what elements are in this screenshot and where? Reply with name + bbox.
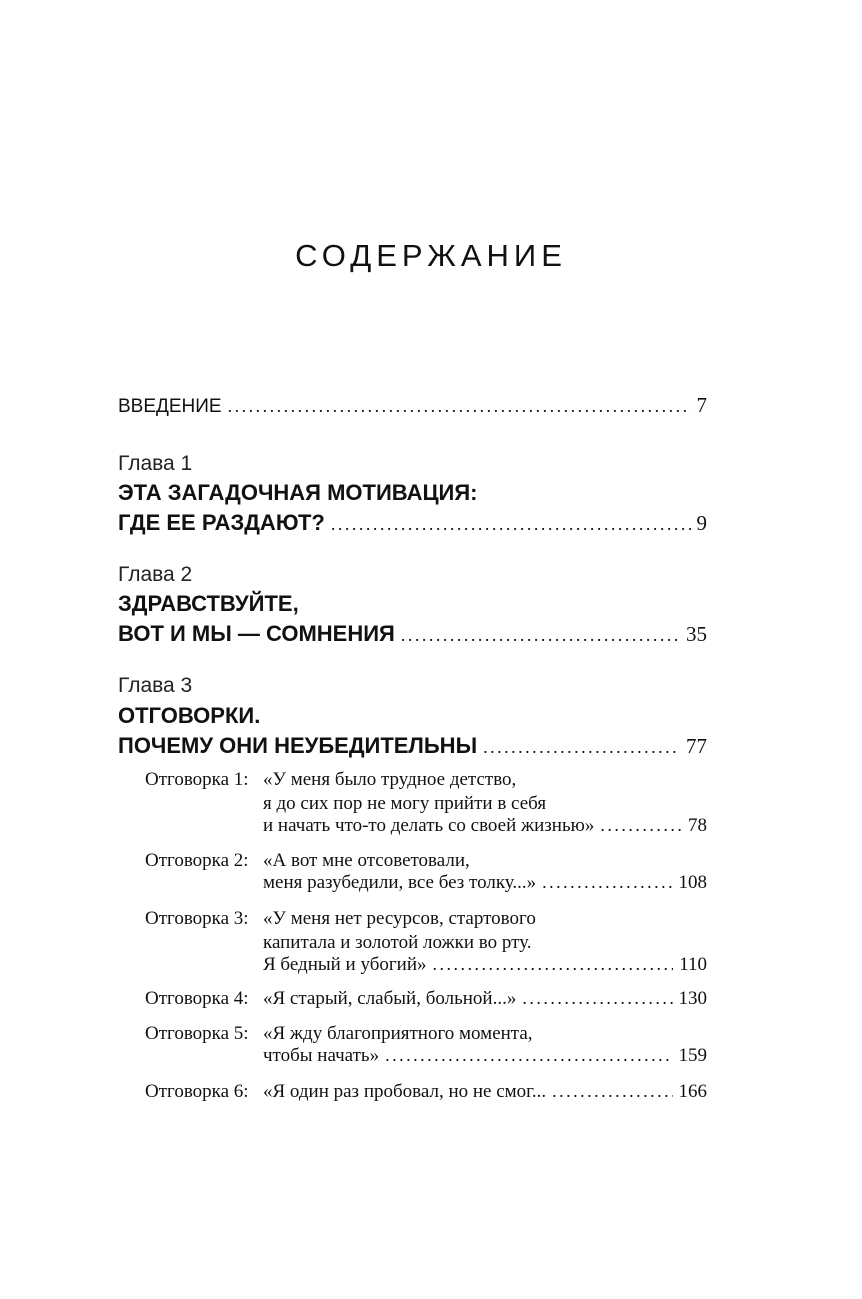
excuse-label: Отговорка 1: <box>145 769 249 790</box>
page-number: 110 <box>679 954 707 975</box>
excuse-text-line: чтобы начать» <box>263 1045 380 1066</box>
excuse-label: Отговорка 5: <box>145 1023 249 1044</box>
page-number: 166 <box>678 1081 707 1102</box>
page-number: 130 <box>678 988 707 1009</box>
page-number: 9 <box>696 511 707 535</box>
page-number: 159 <box>678 1045 707 1066</box>
chapter-title-line: ГДЕ ЕЕ РАЗДАЮТ? <box>118 510 325 535</box>
toc-entry-label: ВВЕДЕНИЕ <box>118 396 222 417</box>
chapter-title-line: ВОТ И МЫ — СОМНЕНИЯ <box>118 621 395 646</box>
chapter-title-line: ОТГОВОРКИ. <box>118 703 261 728</box>
toc-entry-excuse-1[interactable] <box>263 815 707 837</box>
toc-entry-excuse-5[interactable] <box>263 1045 707 1067</box>
dot-leader <box>542 872 672 893</box>
page-number: 35 <box>686 622 707 646</box>
dot-leader <box>552 1081 672 1102</box>
toc-entry-chapter-3[interactable] <box>118 733 707 759</box>
excuse-text-line: «Я старый, слабый, больной...» <box>263 988 517 1009</box>
dot-leader <box>385 1045 672 1066</box>
excuse-text-line: «Я один раз пробовал, но не смог... <box>263 1081 547 1102</box>
excuse-text-line: капитала и золотой ложки во рту. <box>263 932 532 953</box>
dot-leader <box>401 625 680 646</box>
chapter-label: Глава 3 <box>118 674 193 697</box>
chapter-label: Глава 2 <box>118 563 193 586</box>
toc-entry-intro[interactable] <box>118 393 707 418</box>
excuse-text-line: Я бедный и убогий» <box>263 954 427 975</box>
toc-entry-excuse-3[interactable] <box>263 954 707 976</box>
toc-entry-excuse-4[interactable] <box>263 988 707 1010</box>
excuse-text-line: «У меня было трудное детство, <box>263 769 517 790</box>
toc-entry-chapter-2[interactable] <box>118 621 707 647</box>
excuse-label: Отговорка 3: <box>145 908 249 929</box>
page-number: 108 <box>678 872 707 893</box>
dot-leader <box>522 988 672 1009</box>
excuse-label: Отговорка 4: <box>145 988 249 1009</box>
dot-leader <box>483 737 680 758</box>
excuse-text-line: «Я жду благоприятного момента, <box>263 1023 533 1044</box>
page-number: 7 <box>696 393 707 417</box>
excuse-text-line: «У меня нет ресурсов, стартового <box>263 908 536 929</box>
chapter-title-line: ПОЧЕМУ ОНИ НЕУБЕДИТЕЛЬНЫ <box>118 733 478 758</box>
excuse-text-line: я до сих пор не могу прийти в себя <box>263 793 547 814</box>
chapter-label: Глава 1 <box>118 452 193 475</box>
chapter-title-line: ЗДРАВСТВУЙТЕ, <box>118 591 299 616</box>
chapter-title-line: ЭТА ЗАГАДОЧНАЯ МОТИВАЦИЯ: <box>118 480 478 505</box>
excuse-text-line: меня разубедили, все без толку...» <box>263 872 537 893</box>
page-title: СОДЕРЖАНИЕ <box>295 238 567 273</box>
dot-leader <box>331 514 691 535</box>
page-number: 77 <box>686 734 707 758</box>
page-number: 78 <box>688 815 707 836</box>
excuse-text-line: «А вот мне отсоветовали, <box>263 850 470 871</box>
toc-entry-excuse-6[interactable] <box>263 1081 707 1103</box>
toc-entry-excuse-2[interactable] <box>263 872 707 894</box>
dot-leader <box>433 954 674 975</box>
dot-leader <box>228 396 691 417</box>
excuse-text-line: и начать что-то делать со своей жизнью» <box>263 815 595 836</box>
excuse-label: Отговорка 2: <box>145 850 249 871</box>
excuse-label: Отговорка 6: <box>145 1081 249 1102</box>
toc-entry-chapter-1[interactable] <box>118 510 707 536</box>
dot-leader <box>600 815 682 836</box>
